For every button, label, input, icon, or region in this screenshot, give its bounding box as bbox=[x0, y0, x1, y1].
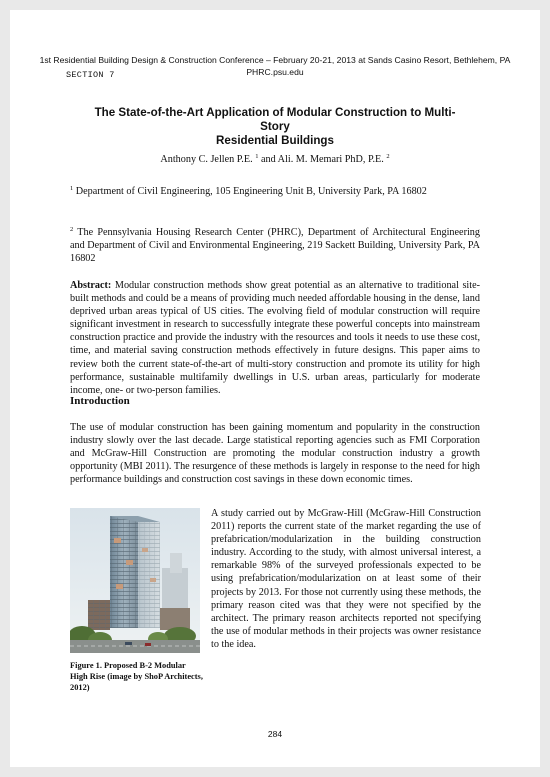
abstract-label: Abstract: bbox=[70, 280, 112, 291]
title-line-1: The State-of-the-Art Application of Modular Construction to Multi-Story bbox=[94, 106, 456, 133]
affiliation-2 bbox=[70, 223, 480, 265]
conference-line: 1st Residential Building Design & Construction Conference – February 20-21, 2013 at Sands Casino Resort, Bethlehem, PA bbox=[39, 55, 511, 65]
author-join: and Ali. M. Memari PhD, P.E. bbox=[260, 154, 384, 165]
affiliation-2-mark: 2 bbox=[70, 226, 74, 233]
building-rendering-image bbox=[70, 508, 200, 653]
author-1: Anthony C. Jellen P.E. bbox=[160, 154, 253, 165]
figure-1-image bbox=[70, 508, 200, 653]
section-label: SECTION 7 bbox=[66, 70, 115, 80]
paper-page bbox=[10, 10, 540, 767]
section-heading-introduction: Introduction bbox=[70, 395, 130, 407]
affiliation-1-mark: 1 bbox=[70, 185, 74, 192]
paper-title bbox=[90, 106, 460, 148]
figure-1-caption: Figure 1. Proposed B-2 Modular High Rise (image by ShoP Architects, 2012) bbox=[70, 661, 203, 692]
conference-website: PHRC.psu.edu bbox=[246, 67, 304, 77]
abstract-text: Modular construction methods show great potential as an alternative to traditional site-built methods and could be a means of providing much needed affordable housing in the dense, land deprived urban areas typical of US cities. The evolving field of modular construction will require significant investment in research to successfully integrate these powerful concepts into mainstream construction practice and provide the industry with the resources and tools it needs to use these cost, time, and material saving construction methods effectively in future designs. This paper aims to review both the current state-of-the-art of multi-story construction and promote its utility for high performance, sustainable multifamily dwellings in U.S. urban areas, particularly for moderate income, one- or two-person families. bbox=[70, 280, 481, 396]
introduction-paragraph-2: A study carried out by McGraw-Hill (McGraw-Hill Construction 2011) reports the current state of the market regarding the use of prefabrication/modularization in the building construction industry. According to the study, with almost universal interest, a remarkable 98% of the surveyed professionals expected to be using prefabrication/modularization on at least some of their projects by 2013. For those not currently using these methods, the primary reason cited was that they were not specified by the architect. The primary reason architects reported not specifying the use of modular methods in their projects was owner resistance to the idea. bbox=[211, 508, 481, 650]
affiliation-2-text: The Pennsylvania Housing Research Center (PHRC), Department of Architectural Engineering and Department of Civil and Environmental Engineering, 219 Sackett Building, University Park, PA 16802 bbox=[70, 227, 480, 264]
introduction-paragraph-1: The use of modular construction has been gaining momentum and popularity in the construction industry slowly over the last decade. Large statistical reporting agencies such as FMI Corporation and McGraw-Hill Construction are promoting the modular construction industry a growth opportunity (MBI 2011). The resurgence of these methods is largely in response to the need for high performance buildings and construction cost savings in these down economic times. bbox=[70, 422, 480, 486]
author-2-mark: 2 bbox=[386, 153, 390, 160]
affiliation-1-text: Department of Civil Engineering, 105 Engineering Unit B, University Park, PA 16802 bbox=[75, 186, 427, 197]
author-1-mark: 1 bbox=[255, 153, 259, 160]
page-number: 284 bbox=[267, 729, 283, 739]
abstract bbox=[70, 279, 480, 397]
title-line-2: Residential Buildings bbox=[216, 134, 334, 147]
affiliation-1 bbox=[70, 182, 480, 198]
author-line bbox=[60, 150, 490, 166]
